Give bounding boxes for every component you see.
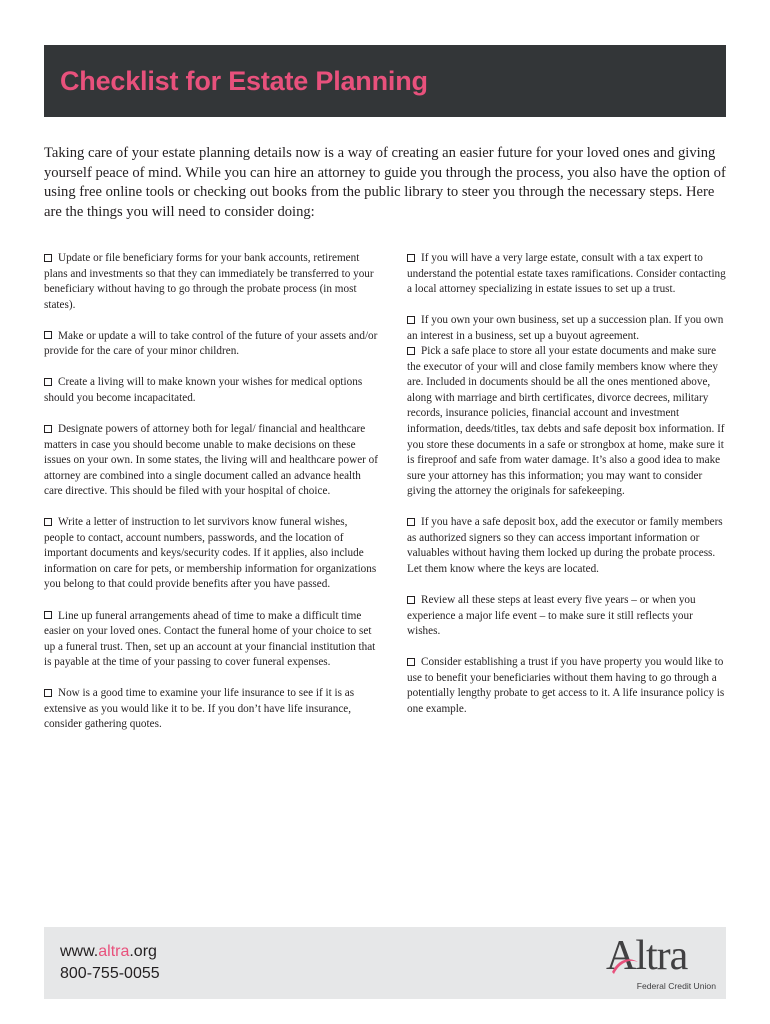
altra-logo bbox=[606, 932, 718, 996]
checkbox-icon[interactable] bbox=[44, 254, 52, 262]
checklist-item bbox=[44, 251, 378, 313]
checkbox-icon[interactable] bbox=[407, 596, 415, 604]
checklist-item bbox=[44, 329, 378, 360]
url-prefix: www. bbox=[60, 943, 99, 960]
checklist-item bbox=[44, 422, 378, 500]
checklist-item bbox=[407, 313, 728, 344]
title-banner bbox=[44, 45, 726, 117]
checkbox-icon[interactable] bbox=[44, 611, 52, 619]
checklist-item bbox=[407, 251, 728, 298]
checklist-item-text: Now is a good time to examine your life insurance to see if it is as extensive as you would like it to be. If you don’t have life insurance, consider gathering quotes. bbox=[44, 687, 355, 731]
logo-wordmark: Altra bbox=[606, 933, 688, 979]
checklist-item bbox=[44, 609, 378, 671]
checklist-item bbox=[44, 686, 378, 733]
checkbox-icon[interactable] bbox=[407, 254, 415, 262]
checkbox-icon[interactable] bbox=[44, 518, 52, 526]
checkbox-icon[interactable] bbox=[44, 689, 52, 697]
checklist-item bbox=[44, 515, 378, 593]
checklist-item-text: Designate powers of attorney both for legal/ financial and healthcare matters in case you should become unable to make decisions on these issues on your own. In some states, the living will and healthcare power of attorney are combined into a single document called an advance health care directive. This should be filed with your hospital of choice. bbox=[44, 423, 378, 498]
checklist-item-text: Review all these steps at least every five years – or when you experience a major life event – to make sure it still reflects your wishes. bbox=[407, 594, 696, 638]
website-link[interactable] bbox=[60, 943, 157, 961]
checkbox-icon[interactable] bbox=[407, 347, 415, 355]
phone-number: 800-755-0055 bbox=[60, 965, 160, 982]
checklist-item-text: Create a living will to make known your wishes for medical options should you become incapacitated. bbox=[44, 376, 363, 404]
logo-subtitle: Federal Credit Union bbox=[636, 981, 716, 991]
checkbox-icon[interactable] bbox=[44, 331, 52, 339]
checklist-item-text: If you own your own business, set up a succession plan. If you own an interest in a business, set up a buyout agreement. bbox=[407, 314, 724, 342]
checklist-item bbox=[407, 593, 728, 640]
intro-paragraph: Taking care of your estate planning details now is a way of creating an easier future for your loved ones and giving yourself peace of mind. While you can hire an attorney to guide you through the process, you also have the option of using free online tools or checking out books from the public library to steer you through the necessary steps. Here are the things you will need to consider doing: bbox=[44, 145, 726, 220]
checklist-item-text: Consider establishing a trust if you have property you would like to use to benefit your beneficiaries without them having to go through a potentially lengthy probate to get access to it. A life insurance policy is one example. bbox=[407, 656, 725, 715]
right-checklist bbox=[407, 251, 728, 733]
url-suffix: .org bbox=[129, 943, 157, 960]
left-checklist bbox=[44, 251, 378, 749]
url-brand: altra bbox=[98, 943, 130, 960]
checkbox-icon[interactable] bbox=[407, 658, 415, 666]
checklist-item-text: If you have a safe deposit box, add the executor or family members as authorized signers so they can access important information or valuables without having them locked up during the probate process. Let them know where the keys are located. bbox=[407, 516, 723, 575]
checklist-item-text: If you will have a very large estate, consult with a tax expert to understand the potential estate taxes ramifications. Consider contacting a local attorney specializing in estate issues to set up a trust. bbox=[407, 252, 726, 296]
checkbox-icon[interactable] bbox=[44, 378, 52, 386]
checkbox-icon[interactable] bbox=[44, 425, 52, 433]
footer-band bbox=[44, 927, 726, 999]
checklist-item-text: Pick a safe place to store all your estate documents and make sure the executor of your will and close family members know where they are. Included in documents should be all the ones mentioned above, along with marriage and birth certificates, divorce decrees, military records, insurance policies, financial account and investment information, deeds/titles, tax debts and safe deposit box information. If you store these documents in a safe or strongbox at home, make sure it is fireproof and safe from water damage. It’s also a good idea to make sure your attorney has this information; you may want to consider giving the attorney the originals for safekeeping. bbox=[407, 345, 725, 498]
checklist-item bbox=[407, 655, 728, 717]
checkbox-icon[interactable] bbox=[407, 316, 415, 324]
checklist-item-text: Make or update a will to take control of the future of your assets and/or provide for the care of your minor children. bbox=[44, 329, 378, 358]
logo-swoosh-icon bbox=[610, 952, 640, 976]
checklist-item bbox=[407, 344, 728, 499]
checklist-item-text: Update or file beneficiary forms for your bank accounts, retirement plans and investments so that they can immediately be transferred to your beneficiary without having to go through the probate process (in most states). bbox=[44, 252, 374, 311]
page-title: Checklist for Estate Planning bbox=[60, 66, 428, 96]
checklist-item-text: Line up funeral arrangements ahead of time to make a difficult time easier on your loved ones. Contact the funeral home of your choice to set up a funeral trust. Then, set up an account at your financial institution that is payable at the time of your passing to cover funeral expenses. bbox=[44, 609, 376, 669]
checklist-item bbox=[44, 375, 378, 406]
checkbox-icon[interactable] bbox=[407, 518, 415, 526]
checklist-item-text: Write a letter of instruction to let survivors know funeral wishes, people to contact, account numbers, passwords, and the location of important documents and keys/security codes. If it applies, also include information on care for pets, or membership information for organizations you belong to that could provide benefits after you have passed. bbox=[44, 516, 377, 591]
checklist-item bbox=[407, 515, 728, 577]
